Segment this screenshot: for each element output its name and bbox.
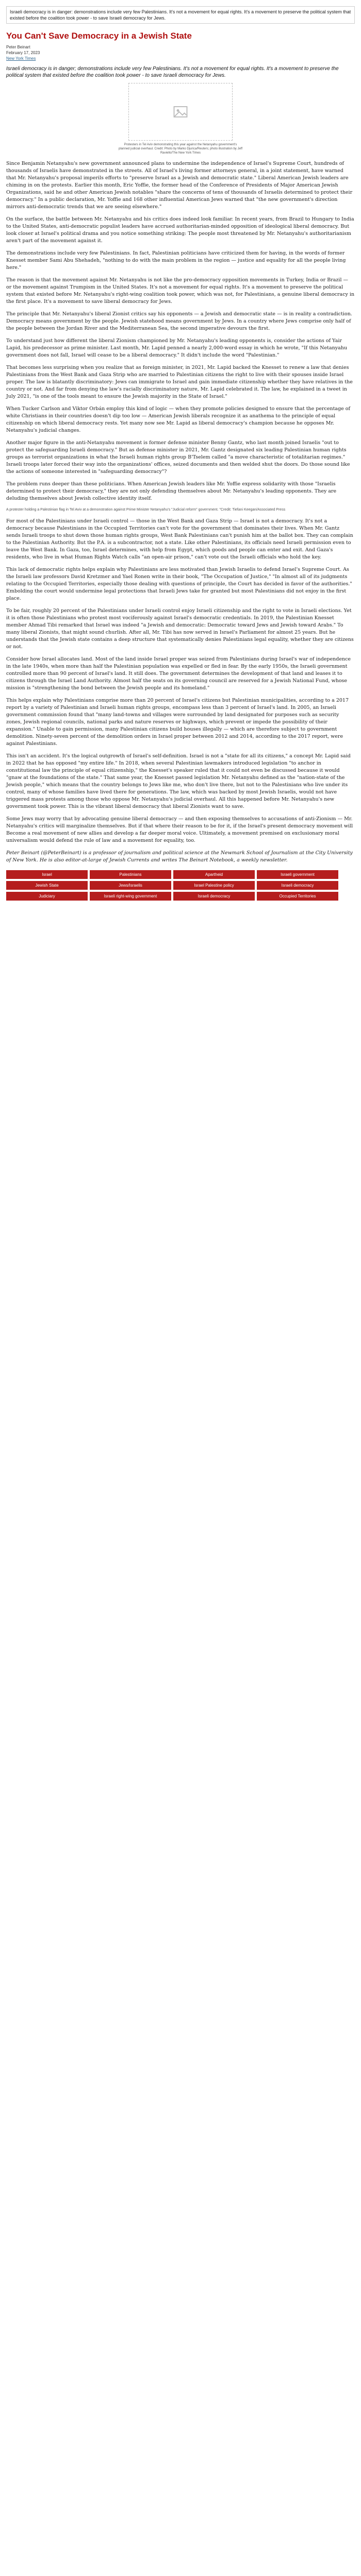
article-dek: Israeli democracy is in danger; demonstrations include very few Palestinians. It's not a movement for equal rights. It's a movement to preserve the political system that existed before the coalition took power - to save Israeli democracy for Jews. bbox=[6, 66, 339, 78]
hero-photo bbox=[128, 83, 233, 141]
tag[interactable]: Israel bbox=[6, 870, 88, 879]
paragraph-9: Another major figure in the anti-Netanyahu movement is former defense minister Benny Gantz, who last month joined Israelis "out to protect the safeguarding Israeli democracy." But as defense minister in 2021, Mr. Gantz designated six leading Palestinian human rights groups as terrorist organizations in what the Israeli human rights group B'Tselem called "a move characteristic of totalitarian regimes." Israeli troops later forced their way into the organizations' offices, seized documents and then welded shut the doors. Do those sound like the actions of someone interested in "safeguarding democracy"? bbox=[6, 440, 350, 474]
paragraph-10: The problem runs deeper than these politicians. When American Jewish leaders like Mr. Yoffie express solidarity with those "Israelis determined to protect their democracy," they are not only defending themselves about Mr. Netanyahu's leading opponents. They are deluding themselves about Jewish collective identity itself. bbox=[6, 481, 337, 501]
summary-box bbox=[6, 6, 355, 24]
paragraph-8: When Tucker Carlson and Viktor Orbán employ this kind of logic — when they promote policies designed to ensure that the percentage of white Christians in their countries doesn't dip too low — American Jewish liberals recognize it as anathema to the principle of equal citizenship on which liberal democracy rests. Yet many now see Mr. Lapid as liberal democracy's champion because he opposes Mr. Netanyahu's judicial changes. bbox=[6, 406, 351, 433]
source-link[interactable]: New York Times bbox=[6, 56, 36, 61]
paragraph-17: Some Jews may worry that by advocating genuine liberal democracy — and then exposing themselves to accusations of anti-Zionism — Mr. Netanyahu's critics will marginalize themselves. But if that where their reason to be for it, if the Israel's present democracy movement will Become a real movement of new allies and develop a far deeper moral voice. Ultimately, a movement premised on exclusionary moral universalism would defend the rule of law and a movement for equality, too. bbox=[6, 816, 353, 843]
paragraph-6: To understand just how different the liberal Zionism championed by Mr. Netanyahu's leading opponents is, consider the actions of Yair Lapid, his predecessor as prime minister. Last month, Mr. Lapid penned a nearly 2,000-word essay in which he wrote, "If this Netanyahu government does not fall, Israel will cease to be a liberal democracy." It didn't include the word "Palestinian." bbox=[6, 338, 348, 358]
paragraph-4: The reason is that the movement against Mr. Netanyahu is not like the pro-democracy opposition movements in Turkey, India or Brazil — or the movement against Trumpism in the United States. It's not a movement for equal rights. It's a movement to preserve the political system that existed before Mr. Netanyahu's right-wing coalition took power, which was not, for Palestinians, a genuine liberal democracy in the first place. It's a movement to save liberal democracy for Jews. bbox=[6, 277, 355, 304]
tag[interactable]: Palestinians bbox=[90, 870, 171, 879]
paragraph-1: Since Benjamin Netanyahu's new government announced plans to undermine the independence of Israel's Supreme Court, hundreds of thousands of Israelis have demonstrated in the streets. All of Israel's living former attorneys general, in a joint statement, have warned that Mr. Netanyahu's proposal imperils efforts to "preserve Israel as a Jewish and democratic state." Liberal American Jewish leaders are chiming in on the protests. Earlier this month, Eric Yoffie, the former head of the Conference of Presidents of Major American Jewish Organizations, said he and other American Jewish notables "share the concerns of tens of thousands of Israelis determined to protect their democracy." In a public declaration, Mr. Yoffie and 168 other influential American Jews warned that "the new government's direction mirrors anti-democratic trends that we are seeing elsewhere." bbox=[6, 161, 353, 210]
tag[interactable]: Israeli government bbox=[257, 870, 338, 879]
paragraph-7: That becomes less surprising when you realize that as foreign minister, in 2021, Mr. Lapid backed the Knesset to renew a law that denies Palestinians from the West Bank and Gaza Strip who are married to Palestinian citizens the right to live with their spouses inside Israel proper. The law is blatantly discriminatory: Jews can immigrate to Israel and gain immediate citizenship whether they have relatives in the country or not. And far from denying the law's racially discriminatory nature, Mr. Lapid celebrated it. The law, he explained in a tweet in July 2021, "is one of the tools meant to ensure the Jewish majority in the State of Israel." bbox=[6, 365, 353, 399]
photo-caption: Protesters in Tel Aviv demonstrating this year against the Netanyahu government's planned judicial overhaul. Credit: Photo by Marko Djurica/Reuters; photo illustration by Jeff Raviello/The New York Times bbox=[119, 143, 243, 155]
tag[interactable]: Jews/Israelis bbox=[90, 881, 171, 890]
paragraph-3: The demonstrations include very few Palestinians. In fact, Palestinian politicians have criticized them for having, in the words of former Knesset member Sami Abu Shehadeh, "nothing to do with the main problem in the region — justice and equality for all the people living here." bbox=[6, 250, 346, 270]
tag[interactable]: Occupied Territories bbox=[257, 892, 338, 901]
tag[interactable]: Apartheid bbox=[173, 870, 255, 879]
tag[interactable]: Israeli right-wing government bbox=[90, 892, 171, 901]
paragraph-13: To be fair, roughly 20 percent of the Palestinians under Israeli control enjoy Israeli citizenship and the right to vote in Israeli elections. Yet it is often those Palestinians who protest most vociferously against Israel's democratic credentials. In 2019, the Palestinian Knesset member Ahmad Tibi remarked that Israel was indeed "a Jewish and democratic: Democratic toward Jews and Jewish toward Arabs." To many liberal Zionists, that might sound churlish. After all, Mr. Tibi has now served in Israel's Parliament for almost 25 years. But he understands that the Jewish state contains a deep structure that systematically denies Palestinians legal equality, whether they are citizens or not. bbox=[6, 608, 354, 650]
tag[interactable]: Judiciary bbox=[6, 892, 88, 901]
paragraph-11: For most of the Palestinians under Israeli control — those in the West Bank and Gaza Strip — Israel is not a democracy. It's not a democracy because Palestinians in the Occupied Territories can't vote for the government that dominates their lives. When Mr. Gantz sends Israeli troops to shut down those human rights groups, West Bank Palestinians can't punish him at the ballot box. They can complain to the Palestinian Authority. But the P.A. is a subcontractor, not a state. Like other Palestinians, its officials need Israeli permission even to leave the West Bank. In Gaza, too, Israel determines, with help from Egypt, which goods and people can enter and exit. And Gaza's residents, who live in what Human Rights Watch calls "an open-air prison," can't vote out the Israeli officials who hold the key. bbox=[6, 518, 353, 560]
author-bio: Peter Beinart (@PeterBeinart) is a professor of journalism and political science at the Newmark School of Journalism at the City University of New York. He is also editor-at-large of Jewish Currents and writes The Beinart Notebook, a weekly newsletter. bbox=[6, 850, 353, 863]
date: February 17, 2023 bbox=[6, 50, 40, 55]
summary-text: Israeli democracy is in danger: demonstrations include very few Palestinians. It's not a movement for equal rights. It's a movement to preserve the political system that existed before the coalition took power - to save Israeli democracy for Jews. bbox=[10, 9, 351, 21]
article-title: You Can't Save Democracy in a Jewish State bbox=[6, 31, 192, 41]
paragraph-12: This lack of democratic rights helps explain why Palestinians are less motivated than Jewish Israelis to defend Israel's Supreme Court. As the Israeli law professors David Kretzmer and Yael Ronen write in their book, "The Occupation of Justice," "In almost all of its judgments relating to the Occupied Territories, especially those dealing with questions of principle, the Court has decided in favor of the authorities." Embolding the court would undermine legal protections that Israeli Jews take for granted but most Palestinians did not enjoy in the first place. bbox=[6, 567, 352, 601]
paragraph-5: The principle that Mr. Netanyahu's liberal Zionist critics say his opponents — a Jewish and democratic state — is in reality a contradiction. Democracy means government by the people. Jewish statehood means government by Jews. In a country where Jews comprise only half of the people between the Jordan River and the Mediterranean Sea, the second imperative devours the first. bbox=[6, 311, 352, 331]
image-icon bbox=[173, 104, 188, 120]
tag[interactable]: Israeli democracy bbox=[173, 892, 255, 901]
inline-caption: A protester holding a Palestinian flag in Tel Aviv at a demonstration against Prime Minister Netanyahu's "Judicial reform" government. "Credit: Tiefani Keegan/Associated Press bbox=[6, 508, 286, 512]
tag[interactable]: Jewish State bbox=[6, 881, 88, 890]
tag-list bbox=[6, 870, 355, 901]
tag[interactable]: Israeli democracy bbox=[257, 881, 338, 890]
paragraph-14: Consider how Israel allocates land. Most of the land inside Israel proper was seized from Palestinians during Israel's war of independence in the late 1940s, when more than half the Palestinian population was expelled or fled in fear. By the early 1950s, the Israeli government controlled more than 90 percent of Israel's land. It still does. The government determines the development of that land and leases it to citizens through the Israel Land Authority. Almost half the seats on its governing council are reserved for a Jewish National Fund, whose mission is "strengthening the bond between the Jewish people and its homeland." bbox=[6, 656, 351, 691]
byline bbox=[6, 44, 355, 61]
paragraph-2: On the surface, the battle between Mr. Netanyahu and his critics does indeed look familiar. In recent years, from Brazil to Hungary to India to the United States, anti-democratic populist leaders have accrued authoritarian-minded opposition of ideological liberal democracy. But look closer at Israel's political drama and you notice something striking: The people most threatened by Mr. Netanyahu's authoritarianism aren't part of the movement against it. bbox=[6, 216, 354, 244]
paragraph-16: This isn't an accident. It's the logical outgrowth of Israel's self-definition. Israel is not a "state for all its citizens," a concept Mr. Lapid said in 2022 that he has opposed "my entire life." In 2018, when several Palestinian lawmakers introduced legislation "to anchor in constitutional law the principle of equal citizenship," the Knesset's speaker ruled that it could not even be discussed because it would "gnaw at the foundations of the state." That same year, the Knesset passed legislation Mr. Netanyahu defined as the "nation-state of the Jewish people," which means that the country belongs to Jews like me, who don't live there, but not to the Palestinians who live under its control, many of whose families have lived there for generations. The law, which was backed by most Jewish Israelis, would not have triggered mass protests among those who oppose Mr. Netanyahu's judicial overhaul. All this happened before Mr. Netanyahu's new government took power. This is the vibrant liberal democracy that liberal Zionists want to save. bbox=[6, 753, 351, 809]
author: Peter Beinart bbox=[6, 45, 30, 49]
tag[interactable]: Israel Palestine policy bbox=[173, 881, 255, 890]
paragraph-15: This helps explain why Palestinians comprise more than 20 percent of Israel's citizens but Palestinian municipalities, according to a 2017 report by a variety of Palestinian and Israeli human rights groups, encompass less than 3 percent of Israel's land. In 2005, an Israeli government commission found that "many land-towns and villages were surrounded by land designated for purposes such as security zones, Jewish regional councils, national parks and nature reserves or highways, which prevent or impede the possibility of their expansion." Unable to gain permission, many Palestinian citizens build houses illegally — which are therefore subject to government demolition. Ninety-seven percent of the demolition orders in Israel proper between 2012 and 2014, according to the 2017 report, were against Palestinians. bbox=[6, 698, 349, 747]
